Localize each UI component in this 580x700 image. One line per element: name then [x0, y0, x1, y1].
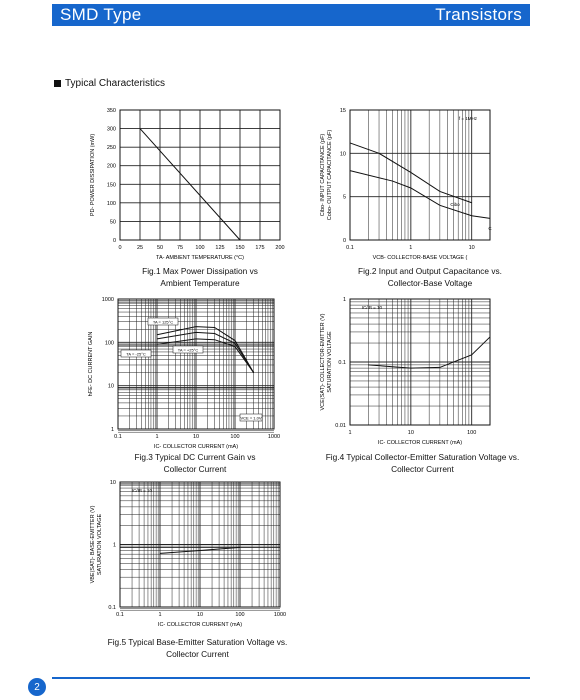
y-tick-label: 1	[342, 297, 346, 303]
fig1-svg	[90, 108, 285, 261]
section-title: Typical Characteristics	[65, 78, 166, 89]
x-axis-label: IC- COLLECTOR CURRENT (mA)	[157, 622, 243, 628]
annotation-cibo: Cibo	[450, 202, 460, 207]
fig1-caption-line2: Ambient Temperature	[160, 278, 240, 288]
y-tick-label: 0.1	[338, 360, 346, 366]
fig5-caption-line2: Collector Current	[166, 649, 229, 659]
y-axis-label: Cibo- INPUT CAPACITANCE (pF)	[320, 133, 326, 217]
figure-4-chart	[320, 297, 490, 446]
y-tick-label: 150	[106, 182, 116, 189]
x-tick-label: 75	[176, 245, 184, 251]
x-tick-label: 125	[215, 245, 225, 251]
x-tick-label: 1	[409, 245, 413, 251]
fig2-svg	[320, 108, 492, 261]
y-axis-label: PD- POWER DISSIPATION (mW)	[90, 133, 96, 217]
y-tick-label: 0.01	[335, 423, 346, 429]
x-tick-label: 0.1	[114, 434, 122, 440]
x-tick-label: 100	[467, 430, 477, 436]
x-tick-label: 100	[230, 434, 240, 440]
fig3-caption-line1: Fig.3 Typical DC Current Gain vs	[134, 452, 256, 462]
x-axis-label: IC- COLLECTOR CURRENT (mA)	[377, 440, 463, 446]
fig5-svg	[90, 480, 287, 628]
y-tick-label: 100	[106, 200, 116, 207]
y-tick-label: 50	[109, 219, 116, 226]
fig5-caption-line1: Fig.5 Typical Base-Emitter Saturation Voltage vs.	[107, 637, 288, 647]
y-axis-label: SATURATION VOLTAGE	[97, 513, 103, 576]
figure-2-caption	[330, 265, 530, 289]
y-tick-label: 1000	[101, 297, 114, 303]
x-tick-label: 100	[195, 245, 205, 251]
annotation-ic-ib: IC/IB = 10	[131, 488, 153, 493]
fig2-caption-line1: Fig.2 Input and Output Capacitance vs.	[358, 266, 502, 276]
y-tick-label: 300	[106, 126, 116, 133]
x-tick-label: 50	[156, 245, 164, 251]
fig1-caption-line1: Fig.1 Max Power Dissipation vs	[142, 266, 258, 276]
y-tick-label: 1	[112, 542, 116, 549]
y-tick-label: 1	[110, 427, 114, 433]
y-tick-label: 350	[106, 108, 116, 114]
y-tick-label: 100	[104, 340, 114, 347]
annotation-ta-25: TA = -25°C	[126, 351, 146, 357]
section-heading	[54, 78, 165, 89]
y-axis-label: hFE- DC CURRENT GAIN	[88, 331, 94, 397]
y-tick-label: 0	[342, 238, 346, 244]
annotation-c: C	[488, 226, 492, 231]
x-tick-label: 10	[196, 612, 204, 618]
figure-5-caption	[85, 636, 310, 660]
x-tick-label: 10	[407, 430, 414, 436]
x-tick-label: 175	[255, 245, 265, 251]
x-axis-label: VCB- COLLECTOR-BASE VOLTAGE (	[372, 255, 468, 261]
y-axis-label: VBE(SAT)- BASE-EMITTER (V)	[90, 505, 96, 584]
figure-1-caption	[100, 265, 300, 289]
figure-3-chart	[88, 297, 281, 450]
y-tick-label: 0.1	[108, 605, 116, 611]
x-tick-label: 100	[235, 612, 245, 618]
x-tick-label: 10	[468, 245, 475, 251]
fig2-caption-line2: Collector-Base Voltage	[387, 278, 473, 288]
x-tick-label: 0.1	[116, 612, 124, 618]
fig4-caption-line2: Collector Current	[391, 464, 454, 474]
header-left-title: SMD Type	[60, 5, 142, 24]
annotation-ta25: TA = +25°C	[177, 347, 199, 353]
x-tick-label: 1000	[267, 434, 281, 440]
header-right-title: Transistors	[435, 5, 522, 24]
y-tick-label: 15	[339, 108, 346, 114]
x-tick-label: 0.1	[346, 245, 354, 251]
y-tick-label: 10	[107, 383, 114, 390]
y-tick-label: 0	[112, 238, 116, 244]
y-axis-label: VCE(SAT)- COLLECTOR-EMITTER (V)	[320, 313, 326, 411]
y-tick-label: 5	[342, 194, 346, 201]
x-tick-label: 0	[118, 245, 122, 251]
x-tick-label: 1	[348, 430, 352, 436]
annotation-ta125: TA = 125°C	[152, 319, 174, 325]
x-tick-label: 1	[155, 434, 159, 440]
square-bullet-icon	[54, 80, 61, 87]
figure-1-chart	[90, 108, 285, 261]
x-tick-label: 25	[136, 245, 144, 251]
y-tick-label: 10	[339, 151, 346, 158]
header-bar	[52, 4, 530, 26]
y-axis-label: SATURATION VOLTAGE	[327, 331, 333, 393]
annotation-vce: VCE = 1.0V	[240, 415, 262, 421]
x-axis-label: IC- COLLECTOR CURRENT (mA)	[153, 444, 239, 450]
y-tick-label: 200	[106, 163, 116, 170]
fig4-caption-line1: Fig.4 Typical Collector-Emitter Saturation Voltage vs.	[325, 452, 520, 462]
figure-2-chart	[320, 108, 492, 261]
footer-rule	[52, 677, 530, 679]
fig4-svg	[320, 297, 490, 446]
x-tick-label: 1000	[273, 612, 287, 618]
y-tick-label: 10	[109, 480, 116, 486]
y-axis-label: Cobo- OUTPUT CAPACITANCE (pF)	[327, 129, 333, 221]
fig3-svg	[88, 297, 281, 450]
figure-3-caption	[95, 451, 295, 475]
y-tick-label: 250	[106, 145, 116, 152]
page-number-badge: 2	[28, 678, 46, 696]
x-axis-label: TA- AMBIENT TEMPERATURE (°C)	[156, 255, 244, 261]
annotation-frequency: f = 1MHz	[458, 116, 478, 121]
x-tick-label: 150	[235, 245, 245, 251]
x-tick-label: 1	[158, 612, 162, 618]
figure-4-caption	[310, 451, 535, 475]
figure-5-chart	[90, 480, 287, 628]
annotation-ic-ib: IC/IB = 10	[361, 305, 383, 310]
x-tick-label: 10	[192, 434, 200, 440]
x-tick-label: 200	[275, 245, 285, 251]
fig3-caption-line2: Collector Current	[163, 464, 227, 474]
